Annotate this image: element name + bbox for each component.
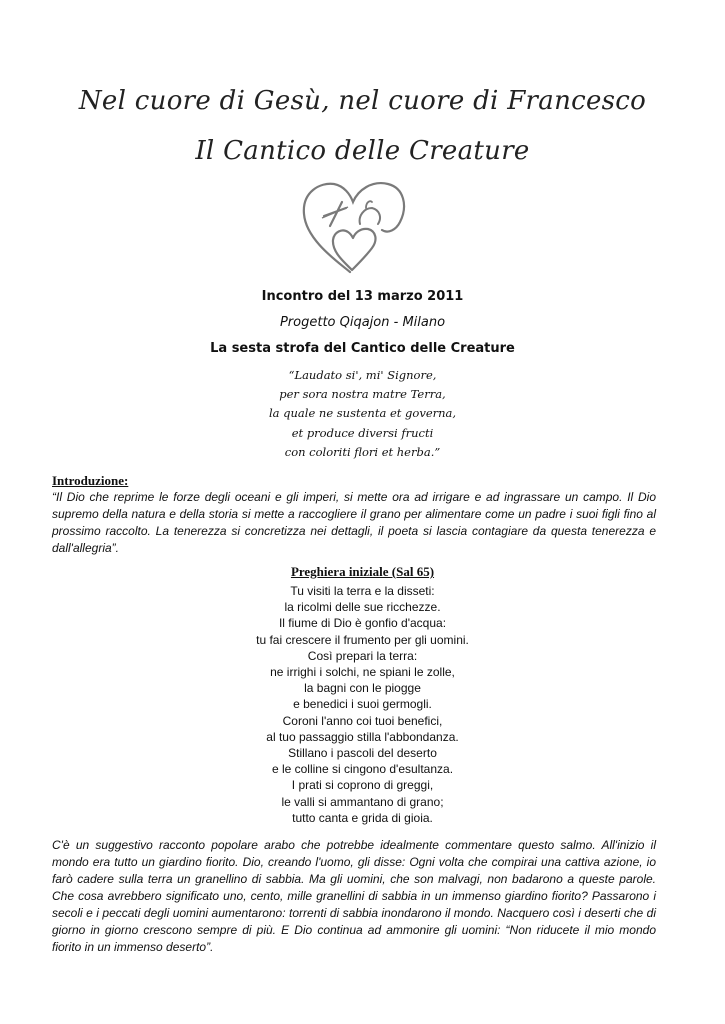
psalm-text bbox=[0, 583, 725, 826]
psalm-line: al tuo passaggio stilla l'abbondanza. bbox=[266, 729, 459, 744]
introduction-text: “Il Dio che reprime le forze degli oceani e gli imperi, si mette ora ad irrigare e ad ingrassare un campo. Il Dio supremo della natura e della storia si mette a raccogliere il grano per alimentare come un padre i suoi figli fino al prossimo raccolto. La tenerezza si concretizza nei dettagli, il poeta si lascia contagiare da questa tenerezza e dall'allegria”. bbox=[52, 490, 656, 555]
psalm-line: Stillano i pascoli del deserto bbox=[288, 746, 437, 761]
psalm-line: Tu visiti la terra e la disseti: bbox=[290, 584, 435, 598]
psalm-line: ne irrighi i solchi, ne spiani le zolle, bbox=[270, 665, 455, 680]
canticle-verse bbox=[0, 366, 725, 462]
psalm-line: e le colline si cingono d'esultanza. bbox=[271, 762, 454, 777]
psalm-line: Coroni l'anno coi tuoi benefici, bbox=[282, 713, 443, 728]
heart-cross-logo-icon bbox=[300, 178, 412, 276]
strophe-title: La sesta strofa del Cantico delle Creature bbox=[210, 341, 515, 356]
psalm-line: Così prepari la terra: bbox=[307, 648, 418, 663]
introduction-heading: Introduzione: bbox=[52, 473, 129, 488]
verse-line: con coloriti flori et herba.” bbox=[284, 444, 441, 459]
psalm-line: I prati si coprono di greggi, bbox=[291, 778, 434, 793]
title-line-1: Nel cuore di Gesù, nel cuore di Francesco bbox=[78, 86, 647, 116]
verse-line: et produce diversi fructi bbox=[291, 425, 434, 440]
project-name: Progetto Qiqajon - Milano bbox=[279, 315, 446, 330]
psalm-line: tutto canta e grida di gioia. bbox=[292, 810, 433, 825]
prayer-heading: Preghiera iniziale (Sal 65) bbox=[290, 564, 435, 579]
psalm-line: la ricolmi delle sue ricchezze. bbox=[284, 600, 441, 615]
verse-line: per sora nostra matre Terra, bbox=[279, 387, 446, 402]
story-text: C'è un suggestivo racconto popolare arabo che potrebbe idealmente commentare questo salmo. All'inizio il mondo era tutto un giardino fiorito. Dio, creando l'uomo, gli disse: Ogni volta che compirai una cattiva azione, io farò cadere sulla terra un granellino di sabbia. Ma gli uomini, che son malvagi, non badarono a queste parole. Che cosa avrebbero significato uno, cento, mille granellini di sabbia in un immenso giardino fiorito? Passarono i secoli e i peccati degli uomini aumentarono: torrenti di sabbia inondarono il mondo. Nacquero così i deserti che di giorno in giorno crescono sempre di più. E Dio continua ad ammonire gli uomini: “Non riducete il mio mondo fiorito in un immenso deserto”. bbox=[52, 838, 656, 954]
psalm-line: la bagni con le piogge bbox=[304, 681, 421, 696]
psalm-line: e benedici i suoi germogli. bbox=[293, 697, 432, 712]
psalm-line: Il fiume di Dio è gonfio d'acqua: bbox=[278, 616, 447, 631]
verse-line: “Laudato si', mi' Signore, bbox=[288, 368, 437, 382]
meeting-date: Incontro del 13 marzo 2011 bbox=[261, 289, 464, 304]
psalm-line: tu fai crescere il frumento per gli uomini. bbox=[256, 632, 469, 647]
psalm-line: le valli si ammantano di grano; bbox=[281, 794, 444, 809]
title-line-2: Il Cantico delle Creature bbox=[195, 136, 530, 166]
verse-line: la quale ne sustenta et governa, bbox=[268, 406, 457, 421]
